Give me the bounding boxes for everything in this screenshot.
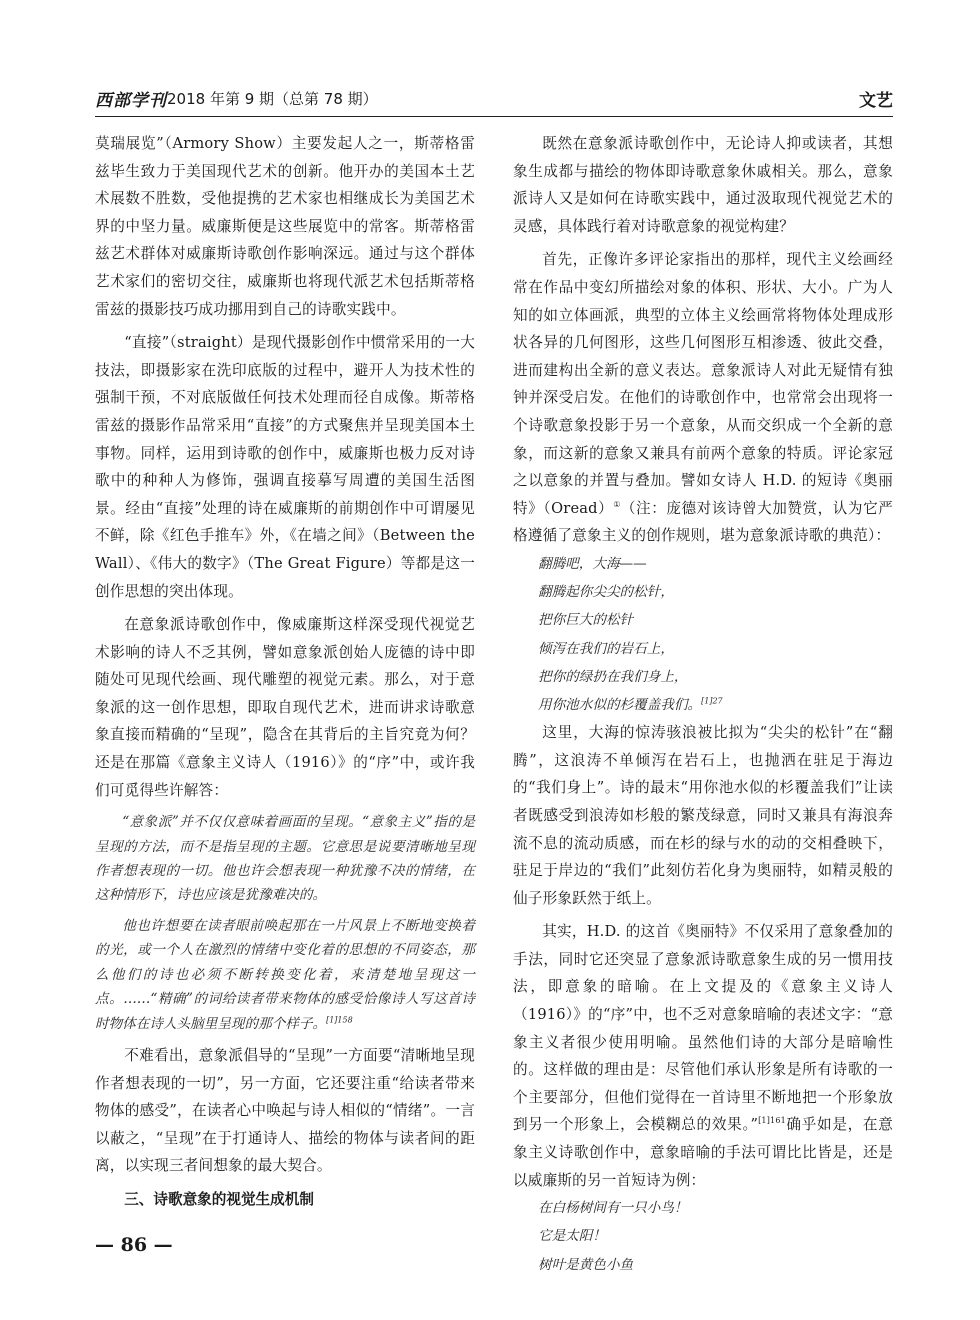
citation-ref: [1]161	[758, 1116, 786, 1126]
paragraph-text: 首先，正像许多评论家指出的那样，现代主义绘画经常在作品中变幻所描绘对象的体积、形状、大小。广为人知的如立体画派，典型的立体主义绘画常将物体处理成形状各异的几何图形，这些几何图形互相渗透、彼此交叠，进而建构出全新的意义表达。意象派诗人对此无疑情有独钟并深受启发。在他们的诗歌创作中，也常常会出现将一个诗歌意象投影于另一个意象，从而交织成一个全新的意象，而这新的意象又兼具有前两个意象的特质。评论家冠之以意象的并置与叠加。譬如女诗人 H.D. 的短诗《奥丽特》（Oread）	[513, 251, 893, 517]
paragraph: “直接”（straight）是现代摄影创作中惯常采用的一大技法，即摄影家在洗印底版的过程中，避开人为技术性的强制干预，不对底版做任何技术处理而径自成像。斯蒂格雷兹的摄影作品常采用“直接”的方式聚焦并呈现美国本土事物。同样，运用到诗歌的创作中，威廉斯也极力反对诗歌中的种种人为修饰，强调直接摹写周遭的美国生活图景。经由“直接”处理的诗在威廉斯的前期创作中可谓屡见不鲜，除《红色手推车》外，《在墙之间》（Between the Wall）、《伟大的数字》（The Great Figure）等都是这一创作思想的突出体现。	[95, 334, 475, 600]
paragraph: 在意象派诗歌创作中，像威廉斯这样深受现代视觉艺术影响的诗人不乏其例，譬如意象派创始人庞德的诗中即随处可见现代绘画、现代雕塑的视觉元素。那么，对于意象派的这一创作思想，即取自现代艺术，进而讲求诗歌意象直接而精确的“呈现”，隐含在其背后的主旨究竟为何？还是在那篇《意象主义诗人（1916）》的“序”中，或许我们可觅得些许解答：	[95, 616, 475, 799]
page-header	[95, 88, 893, 114]
paragraph	[513, 918, 893, 1194]
journal-logo: 西部学刊	[95, 91, 167, 111]
issue-info: 2018 年第 9 期（总第 78 期）	[167, 90, 378, 108]
citation-ref: [1]27	[701, 696, 723, 706]
paragraph: 莫瑞展览”（Armory Show）主要发起人之一，斯蒂格雷兹毕生致力于美国现代艺术的创新。他开办的美国本土艺术展数不胜数，受他提携的艺术家也相继成长为美国艺术界的中坚力量。威廉斯便是这些展览中的常客。斯蒂格雷兹艺术群体对威廉斯诗歌创作影响深远。通过与这个群体艺术家们的密切交往，威廉斯也将现代派艺术包括斯蒂格雷兹的摄影技巧成功挪用到自己的诗歌实践中。	[95, 135, 475, 318]
poem-line: 在白杨树间有一只小鸟！	[538, 1200, 688, 1217]
poem-line: 翻腾吧，大海——	[538, 555, 647, 572]
poem-line: 把你的绿扔在我们身上，	[538, 668, 688, 685]
paragraph-text: （注：庞德对该诗曾大加赞赏，认为它严格遵循了意象主义的创作规则，堪为意象派诗歌的典范）：	[513, 499, 893, 545]
poem	[513, 550, 893, 719]
right-column	[513, 130, 893, 1279]
page-number: — 86 —	[95, 1234, 173, 1256]
left-column	[95, 130, 475, 1213]
header-rule	[95, 116, 893, 117]
paragraph: 这里，大海的惊涛骇浪被比拟为“尖尖的松针”在“翻腾”，这浪涛不单倾泻在岩石上，也抛洒在驻足于海边的“我们身上”。诗的最末“用你池水似的杉覆盖我们”让读者既感受到浪涛如杉般的繁茂绿意，同时又兼具有海浪奔流不息的流动质感，而在杉的绿与水的动的交相叠映下，驻足于岸边的“我们”此刻仿若化身为奥丽特，如精灵般的仙子形象跃然于纸上。	[513, 724, 893, 907]
poem-line-text: 用你池水似的杉覆盖我们。	[538, 696, 702, 713]
section-heading: 三、诗歌意象的视觉生成机制	[124, 1190, 314, 1208]
block-quote: “意象派”并不仅仅意味着画面的呈现。“意象主义”指的是呈现的方法，而不是指呈现的主题。它意思是说要清晰地呈现作者想表现的一切。他也许会想表现一种犹豫不决的情绪，在这种情形下，诗也应该是犹豫难决的。	[95, 814, 475, 904]
block-quote	[95, 914, 475, 1036]
poem-line: 树叶是黄色小鱼	[538, 1256, 634, 1273]
poem-line: 把你巨大的松针	[538, 612, 634, 629]
section-title: 文艺	[859, 91, 893, 111]
paragraph-text: 其实，H.D. 的这首《奥丽特》不仅采用了意象叠加的手法，同时它还突显了意象派诗歌意象生成的另一惯用技法，即意象的暗喻。在上文提及的《意象主义诗人（1916）》的“序”中，也不乏对意象暗喻的表述文字：“意象主义者很少使用明喻。虽然他们诗的大部分是暗喻性的。这样做的理由是：尽管他们承认形象是所有诗歌的一个主要部分，但他们觉得在一首诗里不断地把一个形象放到另一个形象上，会模糊总的效果。”	[513, 923, 893, 1134]
footnote-ref: ①	[613, 499, 621, 509]
paragraph: 既然在意象派诗歌创作中，无论诗人抑或读者，其想象生成都与描绘的物体即诗歌意象休戚相关。那么，意象派诗人又是如何在诗歌实践中，通过汲取现代视觉艺术的灵感，具体践行着对诗歌意象的视觉构建？	[513, 135, 893, 235]
poem	[513, 1194, 893, 1279]
poem-line	[538, 691, 893, 719]
paragraph: 不难看出，意象派倡导的“呈现”一方面要“清晰地呈现作者想表现的一切”，另一方面，它还要注重“给读者带来物体的感受”，在读者心中唤起与诗人相似的“情绪”。一言以蔽之，“呈现”在于打通诗人、描绘的物体与读者间的距离，以实现三者间想象的最大契合。	[95, 1046, 475, 1175]
paragraph	[513, 246, 893, 550]
poem-line: 倾泻在我们的岩石上，	[538, 640, 674, 657]
poem-line: 它是太阳！	[538, 1228, 606, 1245]
paragraph-text: 确乎如是，在意象主义诗歌创作中，意象暗喻的手法可谓比比皆是，还是以威廉斯的另一首短诗为例：	[513, 1116, 893, 1189]
quote-text: 他也许想要在读者眼前唤起那在一片风景上不断地变换着的光，或一个人在激烈的情绪中变化着的思想的不同姿态，那么他们的诗也必须不断转换变化着，来清楚地呈现这一点。……“精确”的词给读者带来物体的感受恰像诗人写这首诗时物体在诗人头脑里呈现的那个样子。	[95, 917, 475, 1032]
poem-line: 翻腾起你尖尖的松针，	[538, 584, 674, 601]
citation-ref: [1]158	[326, 1014, 353, 1024]
